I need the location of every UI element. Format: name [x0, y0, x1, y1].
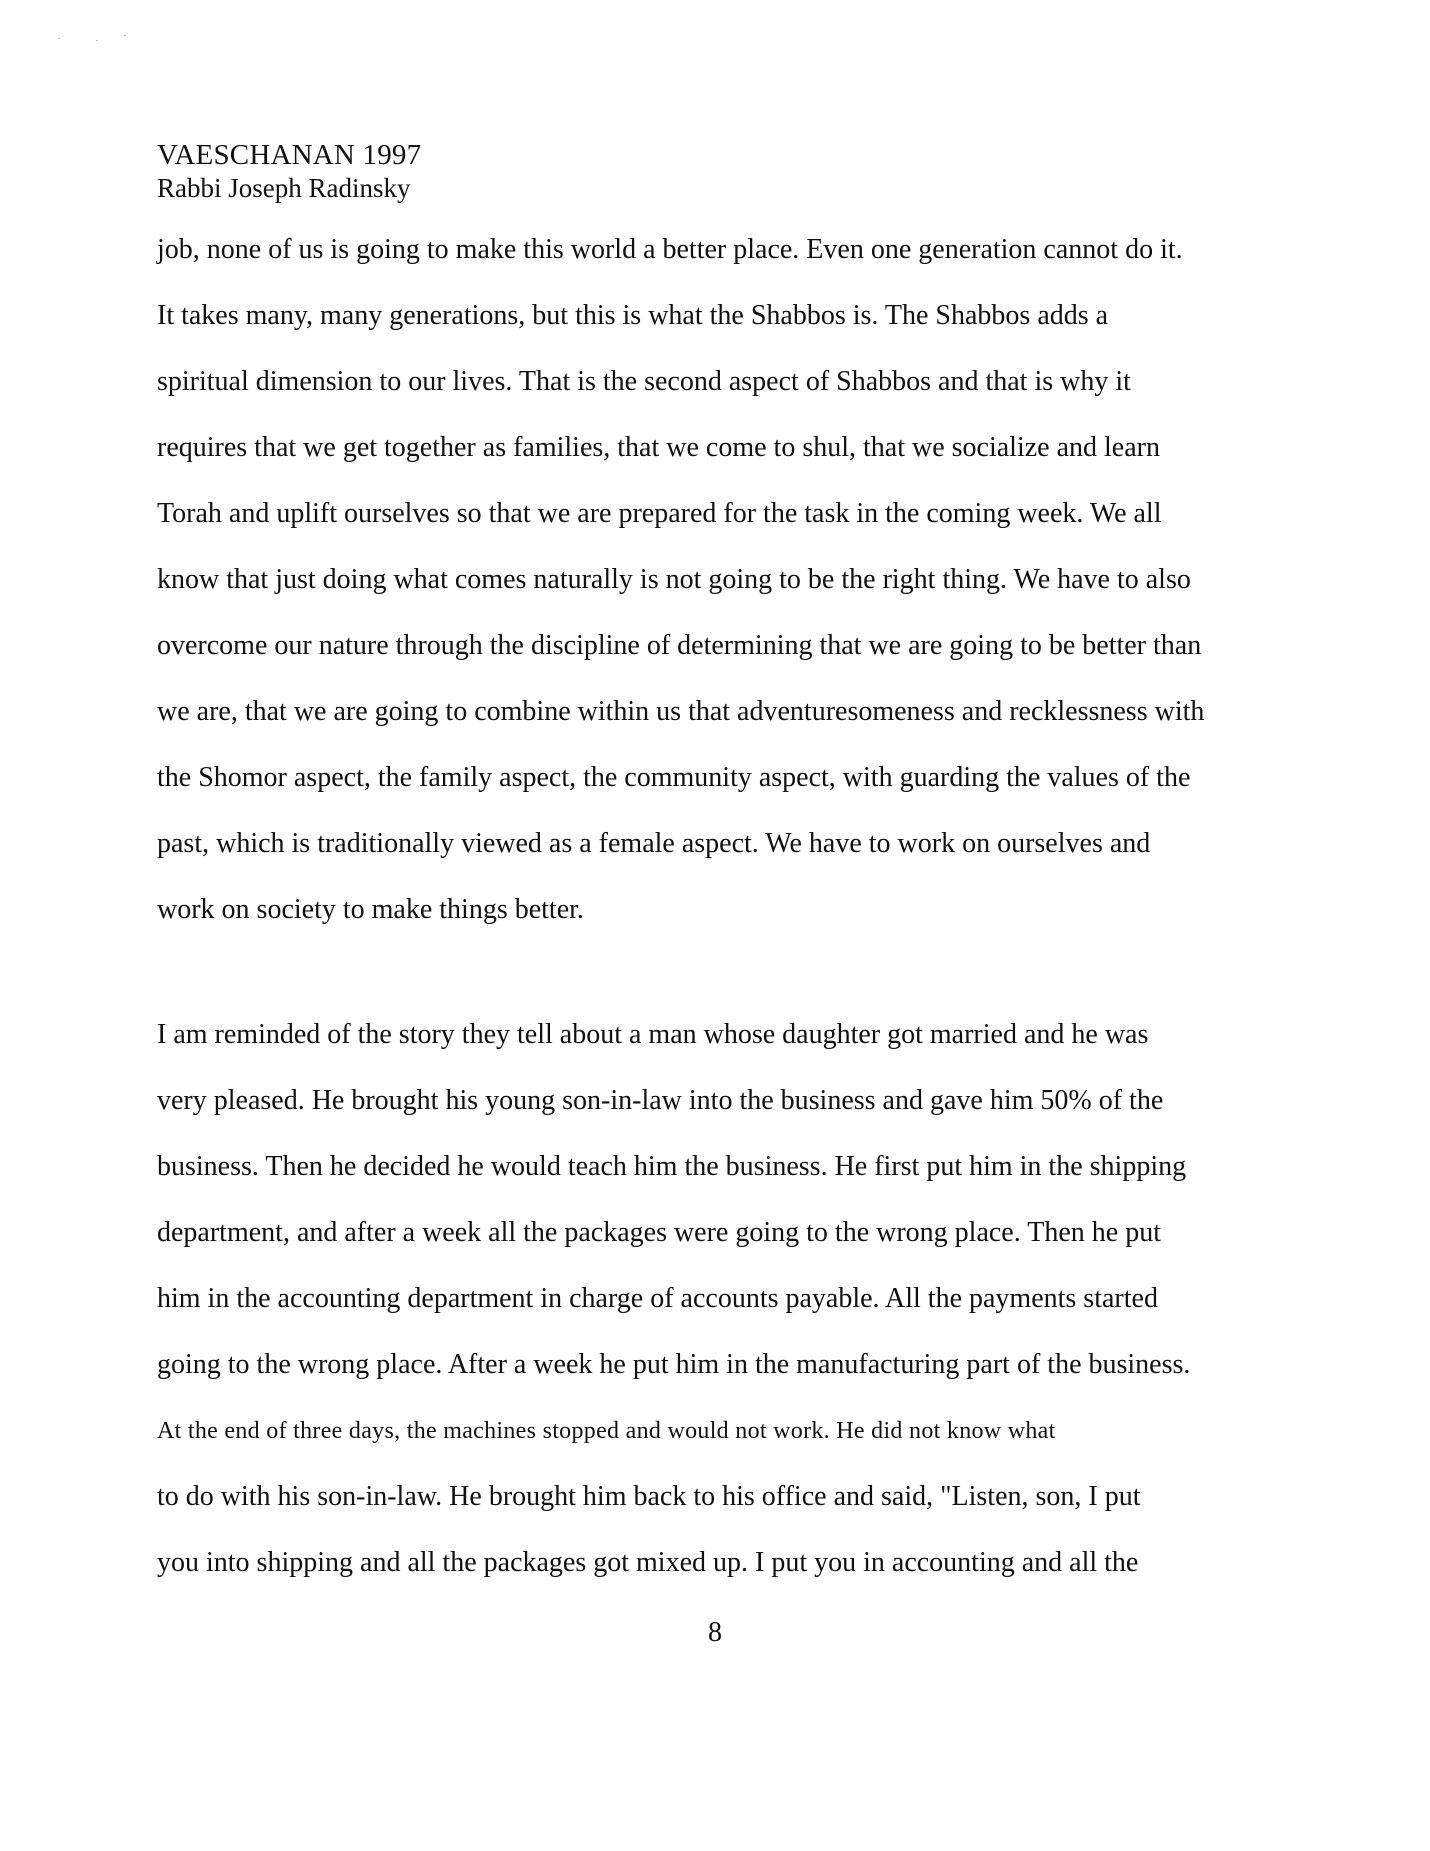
- text-line: going to the wrong place. After a week he put him in the manufacturing part of the business.: [157, 1349, 1191, 1380]
- text-line: It takes many, many generations, but this is what the Shabbos is. The Shabbos adds a: [157, 300, 1109, 331]
- scan-speck: [124, 35, 126, 36]
- text-line: department, and after a week all the packages were going to the wrong place. Then he put: [157, 1217, 1161, 1248]
- text-line: the Shomor aspect, the family aspect, the community aspect, with guarding the values of the: [157, 762, 1191, 793]
- text-line: business. Then he decided he would teach him the business. He first put him in the shipping: [157, 1151, 1187, 1182]
- scan-speck: [58, 38, 60, 39]
- text-line: to do with his son-in-law. He brought him back to his office and said, "Listen, son, I put: [157, 1481, 1141, 1512]
- text-line: we are, that we are going to combine within us that adventuresomeness and recklessness with: [157, 696, 1205, 727]
- text-line: Torah and uplift ourselves so that we are prepared for the task in the coming week. We all: [157, 498, 1162, 529]
- text-line: you into shipping and all the packages got mixed up. I put you in accounting and all the: [157, 1547, 1139, 1578]
- text-line: work on society to make things better.: [157, 894, 584, 925]
- document-header: [157, 138, 421, 204]
- text-line: past, which is traditionally viewed as a female aspect. We have to work on ourselves and: [157, 828, 1151, 859]
- scan-speck: [96, 40, 98, 41]
- text-line: very pleased. He brought his young son-in-law into the business and gave him 50% of the: [157, 1085, 1164, 1116]
- text-line: him in the accounting department in charge of accounts payable. All the payments started: [157, 1283, 1158, 1314]
- text-line: spiritual dimension to our lives. That is the second aspect of Shabbos and that is why it: [157, 366, 1131, 397]
- page-number: 8: [708, 1617, 722, 1648]
- document-title: VAESCHANAN 1997: [157, 139, 422, 171]
- document-author: Rabbi Joseph Radinsky: [157, 173, 411, 203]
- text-line: overcome our nature through the discipline of determining that we are going to be better than: [157, 630, 1202, 661]
- text-line: know that just doing what comes naturally is not going to be the right thing. We have to also: [157, 564, 1191, 595]
- text-line: At the end of three days, the machines stopped and would not work. He did not know what: [157, 1418, 1056, 1444]
- text-line: I am reminded of the story they tell about a man whose daughter got married and he was: [157, 1019, 1149, 1050]
- text-line: job, none of us is going to make this world a better place. Even one generation cannot do it.: [157, 234, 1183, 265]
- text-line: requires that we get together as families, that we come to shul, that we socialize and learn: [157, 432, 1160, 463]
